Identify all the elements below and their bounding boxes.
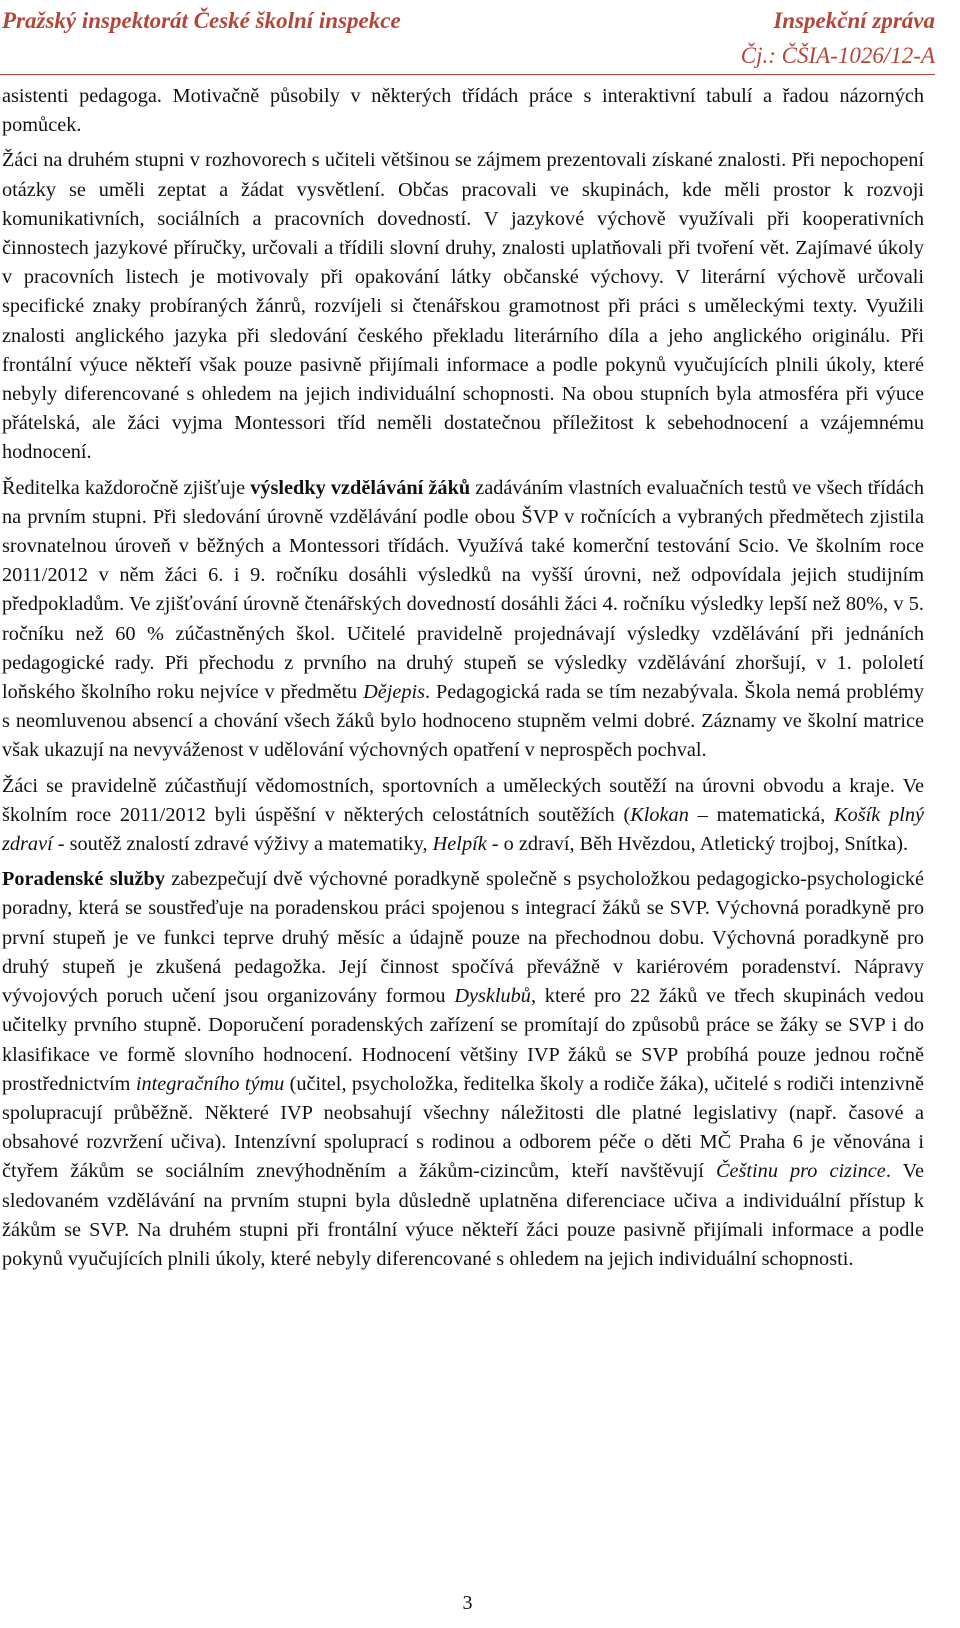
text-run: . Pedagogická rada se tím nezabývala. Škola nemá problémy s neomluvenou absencí a chování všech žáků bylo hodnoceno stupněm velmi dobré. Záznamy ve školní matrice však ukazují na nevyváženost v udělování výchovných opatření v neprospěch pochval. [2, 681, 924, 762]
paragraph [2, 82, 924, 140]
text-run: (učitel, psycholožka, ředitelka školy a rodiče žáka), učitelé s rodiči intenzivně spolupracují průběžně. Některé IVP neobsahují všechny náležitosti dle platné legislativy (např. časové a obsahové rozvržení učiva). Intenzívní spoluprací s rodinou a odborem péče o děti MČ Praha 6 je věnována i čtyřem žákům se sociálním znevýhodněním a žákům-cizincům, kteří navštěvují [2, 1072, 925, 1183]
bold-text: Poradenské služby [2, 868, 165, 891]
header-doc-type: Inspekční zpráva [773, 8, 935, 33]
text-run: Žáci se pravidelně zúčastňují vědomostních, sportovních a uměleckých soutěží na úrovni obvodu a kraje. Ve školním roce 2011/2012 byli úspěšní v některých celostátních soutěžích ( [2, 774, 924, 826]
header-organization: Pražský inspektorát České školní inspekce [2, 8, 401, 33]
paragraph [2, 865, 924, 1274]
text-run: asistenti pedagoga. Motivačně působily v některých třídách práce s interaktivní tabulí a řadou názorných pomůcek. [2, 85, 924, 137]
text-run: Žáci na druhém stupni v rozhovorech s učiteli většinou se zájmem prezentovali získané znalosti. Při nepochopení otázky se uměli zeptat a žádat vysvětlení. Občas pracovali ve skupinách, kde měli prostor k rozvoji komunikativních, sociálních a pracovních dovedností. V jazykové výchově využívali při kooperativních činnostech jazykové příručky, určovali a třídili slovní druhy, znalosti uplatňovali při tvoření vět. Zajímavé úkoly v pracovních listech je motivovaly při opakování látky občanské výchovy. V literární výchově určovali specifické znaky probíraných žánrů, rozvíjeli si čtenářskou gramotnost při práci s uměleckými texty. Využili znalosti anglického jazyka při sledování českého překladu literárního díla a jeho anglického originálu. Při frontální výuce někteří však pouze pasivně přijímali informace a podle pokynů vyučujících plnili úkoly, které nebyly diferencované s ohledem na jejich individuální schopnosti. Na obou stupních byla atmosféra při výuce přátelská, ale žáci vyjma Montessori tříd neměli dostatečnou příležitost k sebehodnocení a vzájemnému hodnocení. [2, 149, 924, 464]
page-header [0, 4, 935, 80]
text-run: zadáváním vlastních evaluačních testů ve všech třídách na prvním stupni. Při sledování úrovně vzdělávání podle obou ŠVP v ročnících a vybraných předmětech zjistila srovnatelnou úroveň v běžných a Montessori třídách. Využívá také komerční testování Scio. Ve školním roce 2011/2012 v něm žáci 6. i 9. ročníku dosáhli výsledků na vyšší úrovni, než odpovídala jejich studijním předpokladům. Ve zjišťování úrovně čtenářských dovedností dosáhli žáci 4. ročníku výsledky lepší než 80%, v 5. ročníku než 60 % zúčastněných škol. Učitelé pravidelně projednávají výsledky vzdělávání při jednáních pedagogické rady. Při přechodu z prvního na druhý stupeň se výsledky vzdělávání zhoršují, v 1. pololetí loňského školního roku nejvíce v předmětu [2, 476, 925, 704]
text-run: . Ve sledovaném vzdělávání na prvním stupni byla důsledně uplatněna diferenciace učiva a individuální přístup k žákům se SVP. Na druhém stupni při frontální výuce někteří žáci pouze pasivně přijímali informace a podle pokynů vyučujících plnili úkoly, které nebyly diferencované s ohledem na jejich individuální schopnosti. [2, 1160, 924, 1270]
text-run: - o zdraví, Běh Hvězdou, Atletický trojboj, Snítka). [486, 833, 909, 856]
text-run: – matematická, [688, 803, 835, 826]
text-run: - soutěž znalostí zdravé výživy a matematiky, [52, 833, 433, 856]
header-rule [0, 74, 935, 75]
italic-text: Helpík [432, 833, 487, 856]
paragraph [2, 474, 924, 766]
header-reference-number: Čj.: ČŠIA-1026/12-A [740, 43, 935, 68]
italic-text: Klokan [630, 803, 689, 826]
text-run: , které pro 22 žáků ve třech skupinách vedou učitelky prvního stupně. Doporučení poradenských zařízení se promítají do způsobů práce se žáky se SVP i do klasifikace ve formě slovního hodnocení. Hodnocení většiny IVP žáků se SVP probíhá pouze jednou ročně prostřednictvím [2, 985, 924, 1095]
paragraph [2, 772, 924, 860]
text-run: zabezpečují dvě výchovné poradkyně společně s psycholožkou pedagogicko-psychologické poradny, která se soustřeďuje na poradenskou práci spojenou s integrací žáků se SVP. Výchovná poradkyně pro první stupeň je ve funkci teprve druhý měsíc a údajně pouze na přechodnou dobu. Výchovná poradkyně pro druhý stupeň je zkušená pedagožka. Její činnost spočívá převážně v kariérovém poradenství. Nápravy vývojových poruch učení jsou organizovány formou [2, 868, 924, 1008]
bold-text: výsledky vzdělávání žáků [250, 476, 471, 499]
italic-text: Dějepis [363, 681, 426, 704]
paragraph [2, 146, 924, 467]
italic-text: integračního týmu [135, 1072, 285, 1095]
italic-text: Košík plný zdraví [2, 803, 925, 856]
page-number: 3 [462, 1592, 473, 1614]
italic-text: Češtinu pro cizince [715, 1160, 886, 1183]
text-run: Ředitelka každoročně zjišťuje [2, 476, 251, 499]
document-body [2, 82, 924, 1280]
italic-text: Dysklubů [454, 985, 531, 1008]
